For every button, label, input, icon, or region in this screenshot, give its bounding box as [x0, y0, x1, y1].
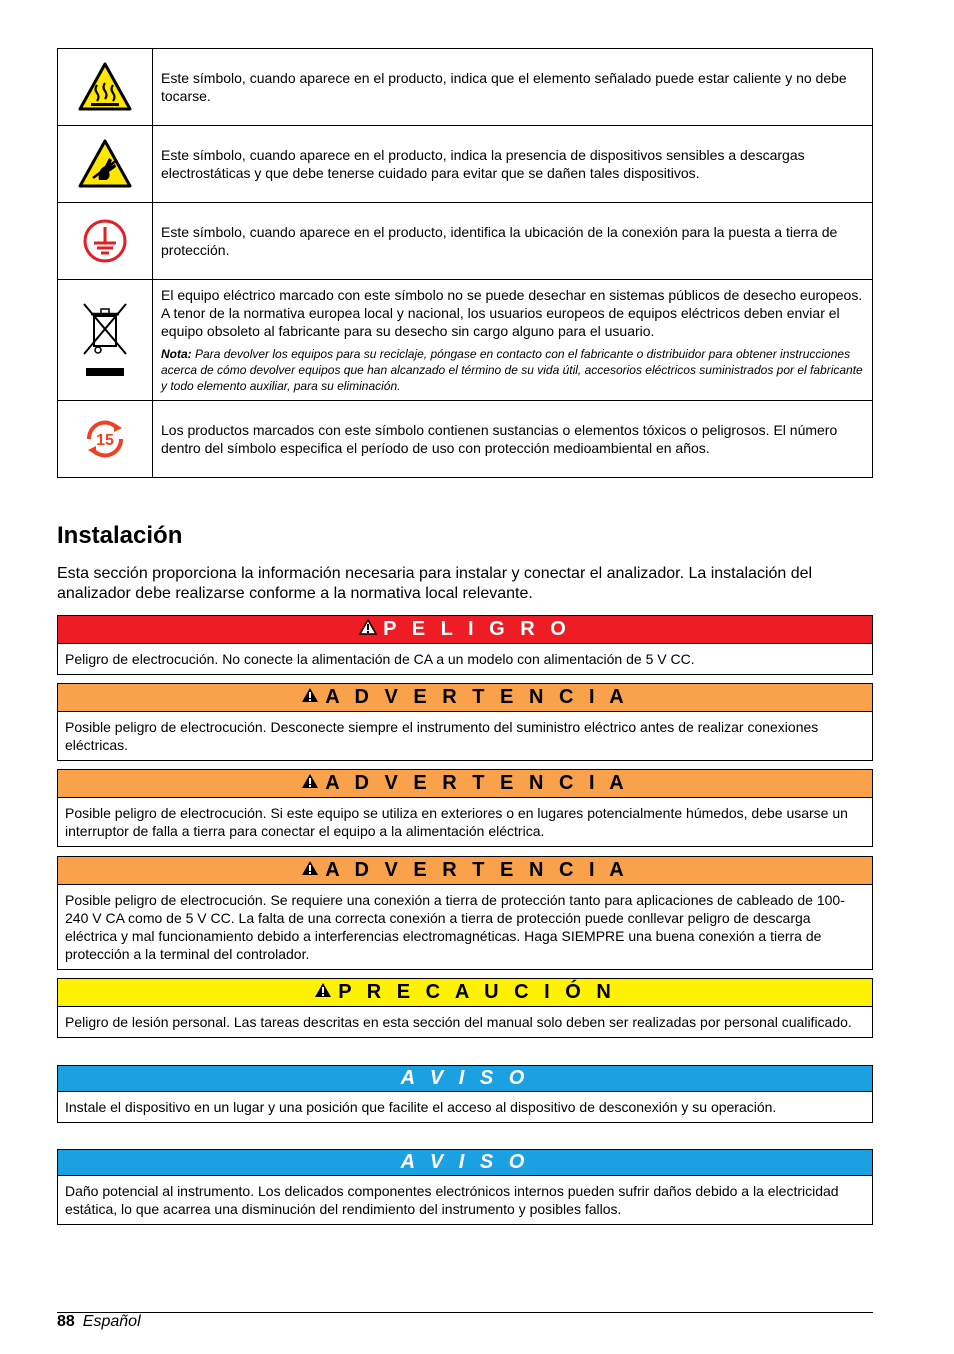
hazard-header: [58, 770, 872, 798]
hazard-notice: [57, 1065, 873, 1123]
symbol-row-protective-earth: [58, 203, 873, 280]
symbol-row-hot-surface: [58, 49, 873, 126]
symbol-description: Este símbolo, cuando aparece en el producto, indica que el elemento señalado puede estar caliente y no debe tocarse.: [153, 49, 873, 126]
hazard-notice: [57, 1149, 873, 1225]
page-footer: [57, 1312, 141, 1332]
warning-triangle-icon: [314, 981, 332, 1004]
efup-number: 15: [96, 432, 114, 449]
hazard-warning: [57, 856, 873, 970]
weee-note: [161, 346, 864, 394]
hazard-danger: [57, 615, 873, 675]
symbol-description: Los productos marcados con este símbolo contienen sustancias o elementos tóxicos o peligrosos. El número dentro del símbolo especifica el período de uso con protección medioambiental en años.: [153, 401, 873, 478]
section-intro: Esta sección proporciona la información necesaria para instalar y conectar el analizador. La instalación del analizador debe realizarse conforme a la normativa local relevante.: [57, 565, 813, 602]
hazard-text: Instale el dispositivo en un lugar y una posición que facilite el acceso al dispositivo de desconexión y su operación.: [65, 1099, 777, 1115]
hazard-text: Posible peligro de electrocución. Se requiere una conexión a tierra de protección tanto para aplicaciones de cableado de 100-240 V CA como de 5 V CC. La falta de una correcta conexión a tierra de protección puede conllevar peligro de descarga eléctrica y mal funcionamiento debido a interferencias electromagnéticas. Haga SIEMPRE una buena conexión a tierra de protección a la terminal del controlador.: [65, 892, 845, 962]
hazard-header: [58, 857, 872, 885]
hazard-text: Daño potencial al instrumento. Los delicados componentes electrónicos internos pueden sufrir daños debido a la electricidad estática, lo que acarrea una disminución del rendimiento del instrumento y posibles fallos.: [65, 1183, 839, 1217]
symbol-row-weee: [58, 280, 873, 401]
weee-crossed-bin-icon: [58, 280, 153, 401]
hot-surface-icon: [58, 49, 153, 126]
hazard-warning: [57, 769, 873, 847]
hazard-text: Peligro de lesión personal. Las tareas descritas en esta sección del manual solo deben ser realizadas por personal cualificado.: [65, 1014, 852, 1030]
hazard-level: A D V E R T E N C I A: [325, 686, 629, 708]
hazard-header: [58, 684, 872, 712]
hazard-text: Posible peligro de electrocución. Si este equipo se utiliza en exteriores o en lugares potencialmente húmedos, debe usarse un interruptor de falla a tierra para conectar el equipo a la alimentación eléctrica.: [65, 805, 848, 839]
hazard-header: [58, 1150, 872, 1176]
hazard-level: P R E C A U C I Ó N: [338, 981, 616, 1003]
symbol-row-efup: [58, 401, 873, 478]
esd-sensitive-icon: [58, 126, 153, 203]
efup-15-years-icon: [58, 401, 153, 478]
symbol-description: Este símbolo, cuando aparece en el producto, indica la presencia de dispositivos sensibles a descargas electrostáticas y que debe tenerse cuidado para evitar que se dañen tales dispositivos.: [153, 126, 873, 203]
symbol-description: Este símbolo, cuando aparece en el producto, identifica la ubicación de la conexión para la puesta a tierra de protección.: [153, 203, 873, 280]
hazard-header: [58, 616, 872, 644]
hazard-level: A V I S O: [400, 1151, 530, 1173]
warning-triangle-icon: [301, 686, 319, 709]
footer-divider: [57, 1312, 873, 1313]
symbol-row-esd: [58, 126, 873, 203]
hazard-level: P E L I G R O: [383, 618, 571, 640]
warning-triangle-icon: [359, 618, 377, 641]
note-label: Nota:: [161, 347, 192, 361]
warning-triangle-icon: [301, 859, 319, 882]
hazard-level: A V I S O: [400, 1067, 530, 1089]
hazard-caution: [57, 978, 873, 1038]
hazard-header: [58, 1066, 872, 1092]
hazard-header: [58, 979, 872, 1007]
hazard-warning: [57, 683, 873, 761]
hazard-level: A D V E R T E N C I A: [325, 859, 629, 881]
protective-earth-icon: [58, 203, 153, 280]
symbols-table: [57, 48, 873, 478]
page-number: 88: [57, 1313, 75, 1330]
hazard-text: Peligro de electrocución. No conecte la alimentación de CA a un modelo con alimentación de 5 V CC.: [65, 651, 695, 667]
warning-triangle-icon: [301, 772, 319, 795]
hazard-text: Posible peligro de electrocución. Desconecte siempre el instrumento del suministro eléctrico antes de realizar conexiones eléctricas.: [65, 719, 819, 753]
note-text: Para devolver los equipos para su reciclaje, póngase en contacto con el fabricante o distribuidor para obtener instrucciones acerca de cómo devolver equipos que han alcanzado el término de su vida útil, accesorios eléctricos suministrados por el fabricante y todo elemento auxiliar, para su eliminación.: [161, 347, 863, 393]
hazard-level: A D V E R T E N C I A: [325, 772, 629, 794]
symbol-description-weee: [153, 280, 873, 401]
footer-language: Español: [82, 1313, 141, 1330]
section-title: Instalación: [57, 522, 183, 549]
symbol-description: El equipo eléctrico marcado con este símbolo no se puede desechar en sistemas públicos de desecho europeos. A tenor de la normativa europea local y nacional, los usuarios europeos de equipos eléctricos deben enviar el equipo obsoleto al fabricante para su desecho sin cargo alguno para el usuario.: [161, 287, 863, 339]
